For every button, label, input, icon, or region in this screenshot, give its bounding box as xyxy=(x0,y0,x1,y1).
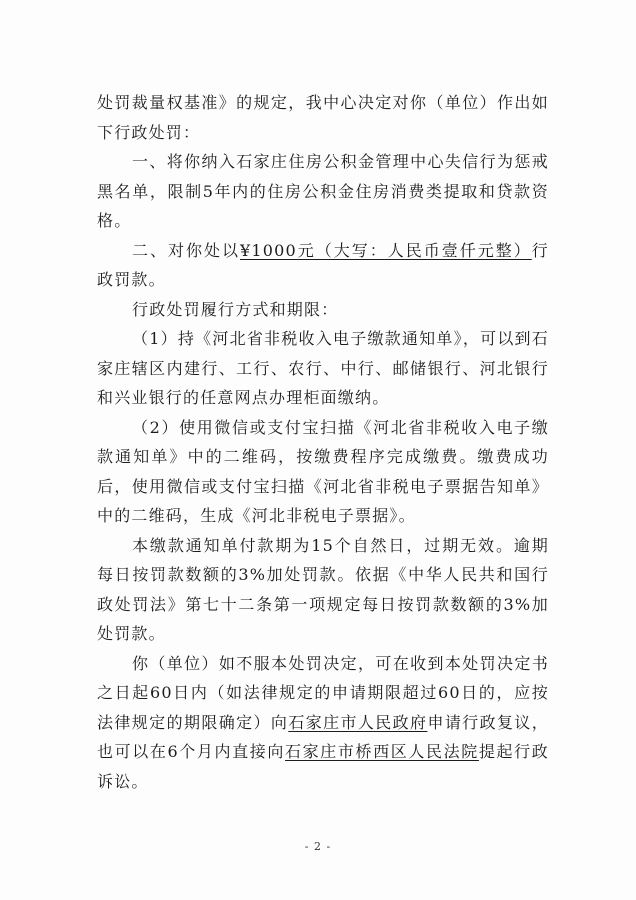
document-body xyxy=(97,88,549,796)
paragraph-penalty-intro: 处罚裁量权基准》的规定，我中心决定对你（单位）作出如下行政处罚： xyxy=(97,93,549,142)
penalty-amount: ¥1000元（大写：人民币壹仟元整） xyxy=(240,240,532,260)
appeal-text-1: 你（单位）如不服本处罚决定，可在收到本处罚决定书之日起60日内（如法律规定的申请期限超过60日的，应按法律规定的期限确定）向 xyxy=(97,653,549,732)
paragraph-payment-method-2: （2）使用微信或支付宝扫描《河北省非税收入电子缴款通知单》中的二维码，按缴费程序完成缴费。缴费成功后，使用微信或支付宝扫描《河北省非税电子票据告知单》中的二维码，生成《河北非税电子票据》。 xyxy=(97,417,549,525)
appeal-text-3: 提起行政诉讼。 xyxy=(97,742,549,791)
paragraph-appeal-rights xyxy=(97,649,549,797)
page-number: - 2 - xyxy=(304,840,332,853)
paragraph-payment-heading: 行政处罚履行方式和期限： xyxy=(132,299,339,319)
appeal-text-2: 申请行政复议，也可以在6个月内直接向 xyxy=(97,712,550,761)
litigation-court: 石家庄市桥西区人民法院 xyxy=(285,742,479,761)
penalty-item-2-prefix: 二、对你处以 xyxy=(132,240,241,260)
review-authority: 石家庄市人民政府 xyxy=(288,712,428,732)
paragraph-penalty-item-1: 一、将你纳入石家庄住房公积金管理中心失信行为惩戒黑名单，限制5年内的住房公积金住房消费类提取和贷款资格。 xyxy=(97,152,549,230)
paragraph-payment-deadline: 本缴款通知单付款期为15个自然日，过期无效。逾期每日按罚款数额的3%加处罚款。依据《中华人民共和国行政处罚法》第七十二条第一项规定每日按罚款数额的3%加处罚款。 xyxy=(97,535,549,643)
paragraph-penalty-item-2 xyxy=(97,236,549,295)
penalty-item-2-suffix: 行政罚款。 xyxy=(97,240,549,289)
paragraph-payment-method-1: （1）持《河北省非税收入电子缴款通知单》，可以到石家庄辖区内建行、工行、农行、中行、邮储银行、河北银行和兴业银行的任意网点办理柜面缴纳。 xyxy=(97,329,549,407)
